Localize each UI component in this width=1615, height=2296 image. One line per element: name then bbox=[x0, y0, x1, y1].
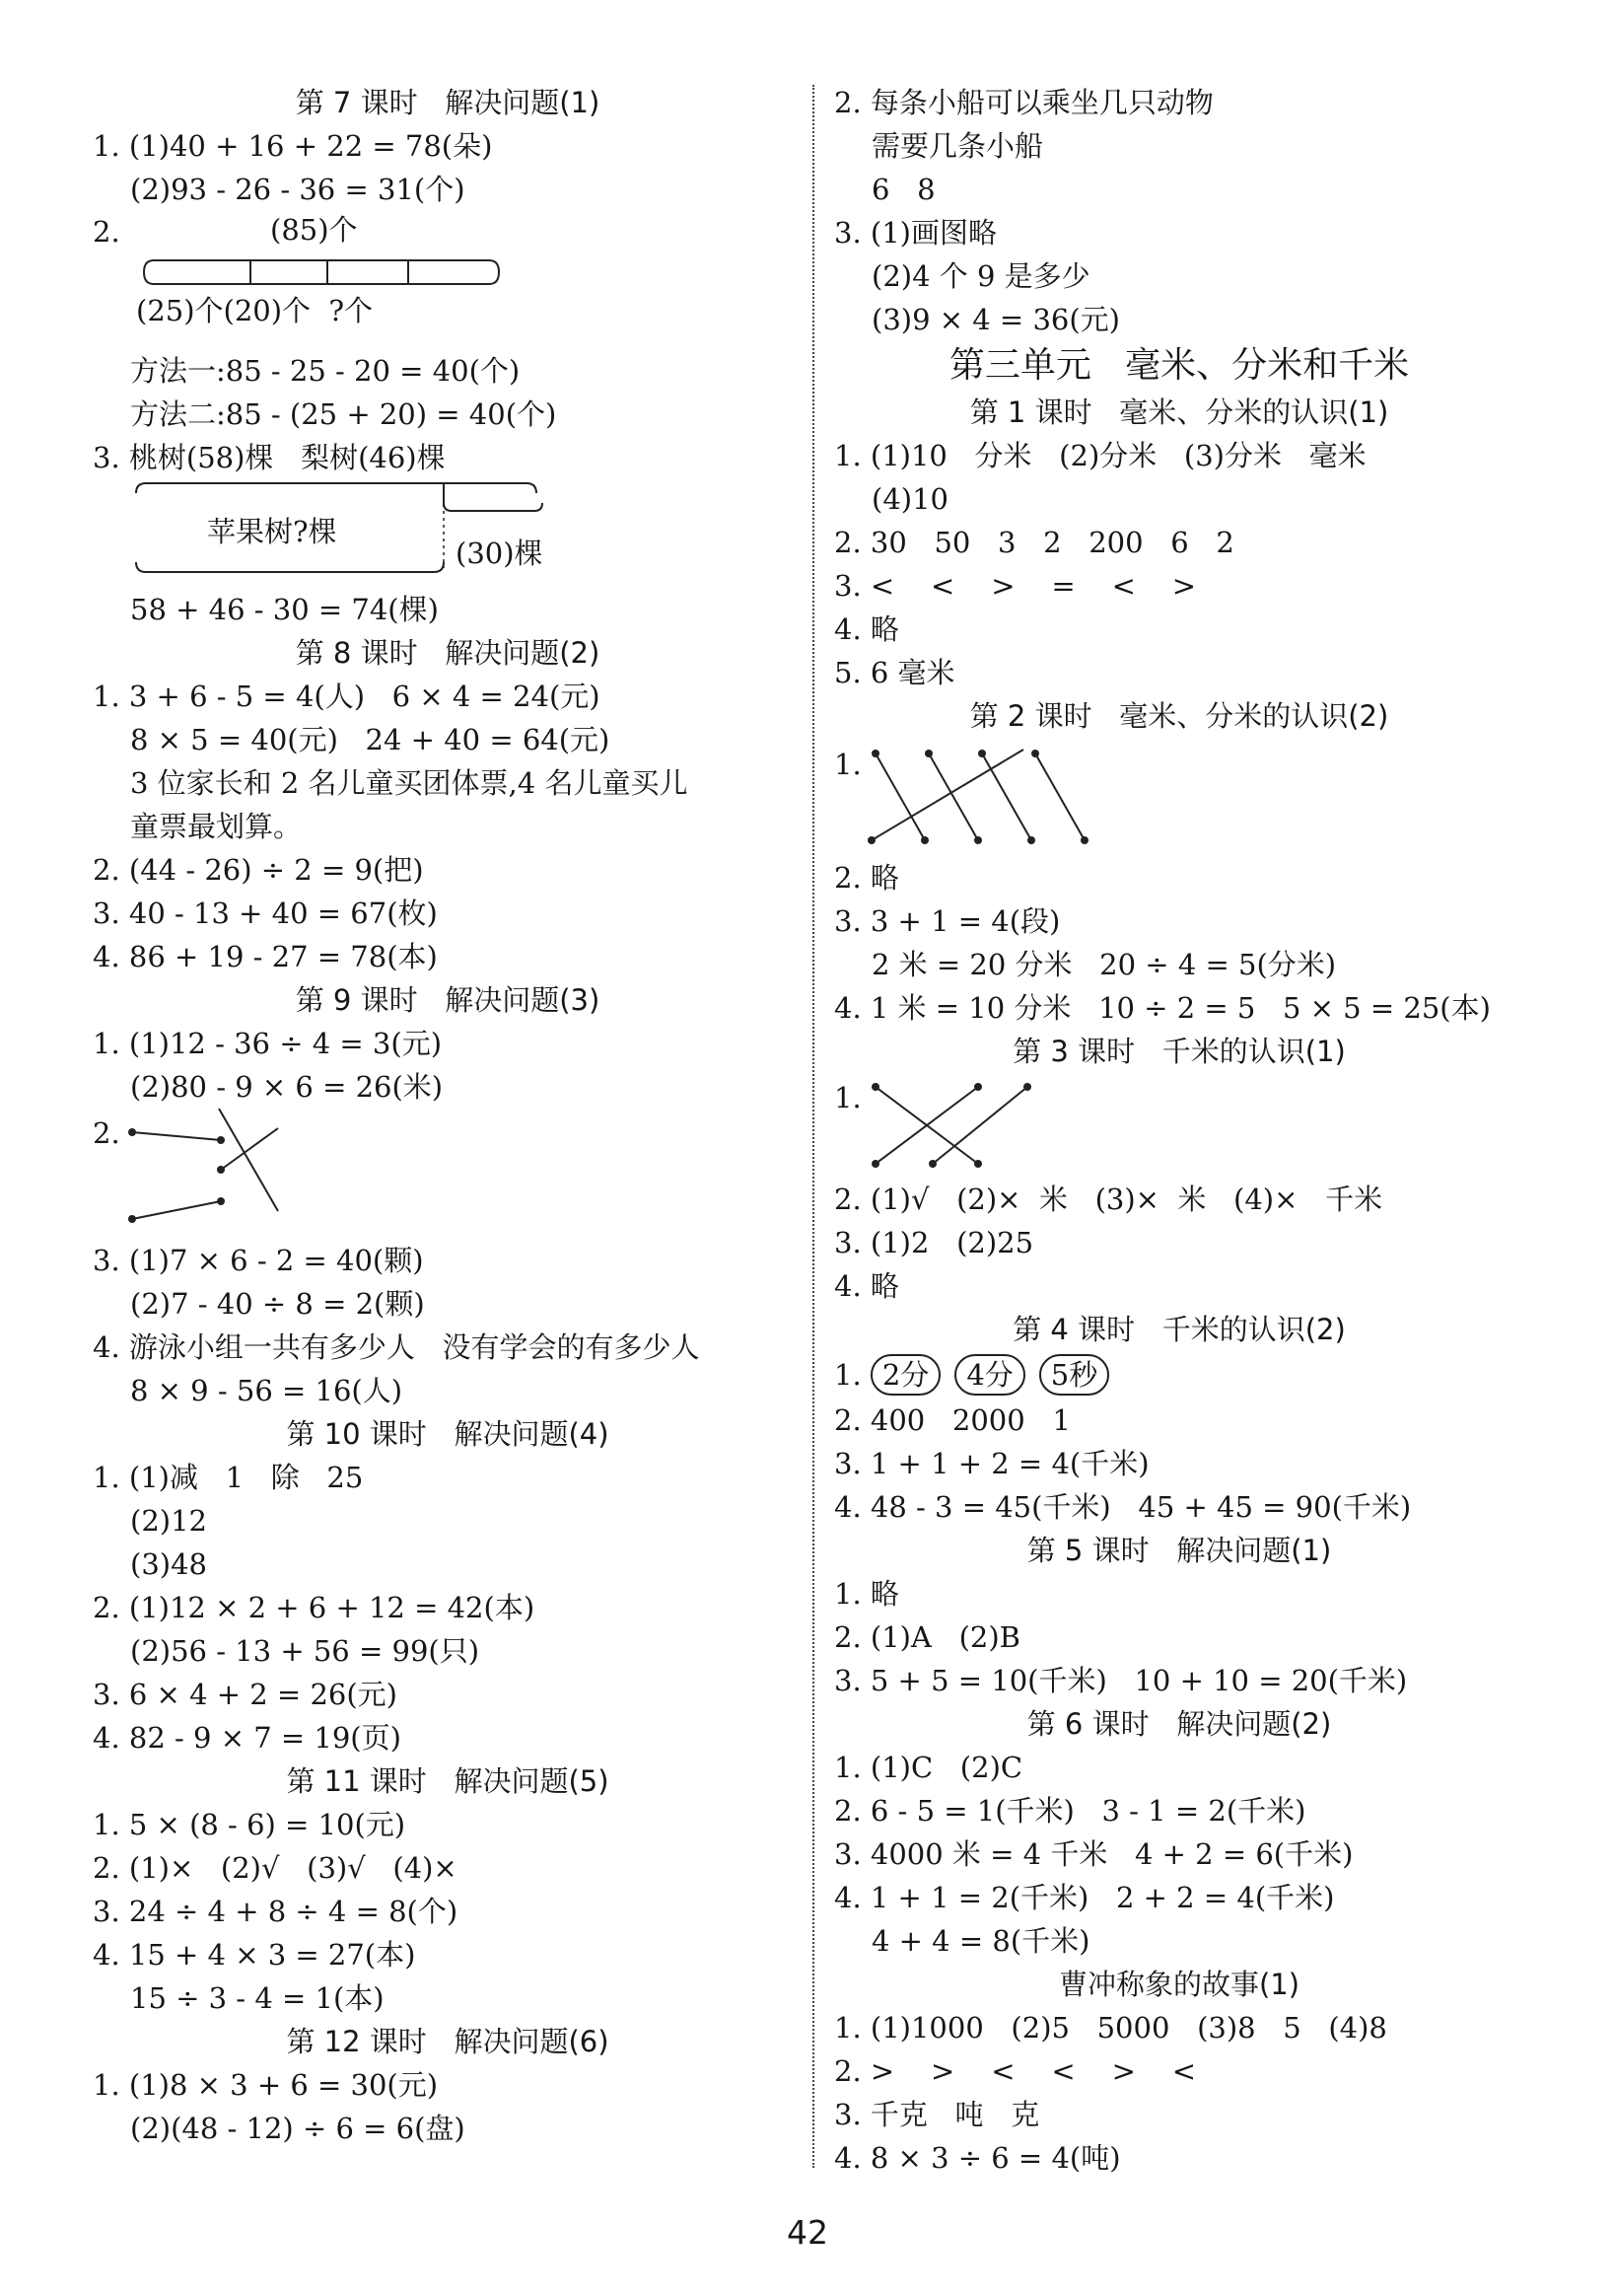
answer-line: 4. 8 × 3 ÷ 6 = 4(吨) bbox=[834, 2141, 1121, 2175]
answer-line: 4. 48 - 3 = 45(千米) 45 + 45 = 90(千米) bbox=[834, 1490, 1412, 1524]
answer-line: 2. > > < < > < bbox=[834, 2054, 1197, 2088]
brace-total-label: (85)个 bbox=[270, 213, 358, 247]
section-title: 第 5 课时 解决问题(1) bbox=[1026, 1534, 1332, 1567]
ruler-matching-diagram bbox=[834, 738, 1524, 856]
answer-line: 1. (1)C (2)C bbox=[834, 1751, 1023, 1784]
answer-line: (3)9 × 4 = 36(元) bbox=[872, 303, 1120, 336]
section-title: 曹冲称象的故事(1) bbox=[1058, 1968, 1300, 2001]
left-column bbox=[93, 81, 803, 2150]
answer-line: 4. 1 + 1 = 2(千米) 2 + 2 = 4(千米) bbox=[834, 1881, 1335, 1914]
answer-line: 3. < < > = < > bbox=[834, 569, 1197, 603]
answer-line: 4. 游泳小组一共有多少人 没有学会的有多少人 bbox=[93, 1330, 700, 1364]
answer-line: 2. (1)12 × 2 + 6 + 12 = 42(本) bbox=[93, 1591, 535, 1624]
answer-line: 1. (1)10 分米 (2)分米 (3)分米 毫米 bbox=[834, 439, 1367, 472]
section-title: 第 11 课时 解决问题(5) bbox=[286, 1764, 609, 1798]
question-number: 1. bbox=[834, 1081, 862, 1114]
question-number: 1. bbox=[834, 748, 862, 781]
answer-line: 3. 3 + 1 = 4(段) bbox=[834, 904, 1061, 938]
answer-line: (2)12 bbox=[130, 1504, 207, 1538]
tree-brace-lines bbox=[93, 479, 803, 588]
answer-line: 4. 15 + 4 × 3 = 27(本) bbox=[93, 1938, 416, 1972]
answer-line: 1. (1)1000 (2)5 5000 (3)8 5 (4)8 bbox=[834, 2011, 1387, 2045]
question-number: 1. bbox=[834, 1358, 862, 1392]
answer-line: 1. (1)40 + 16 + 22 = 78(朵) bbox=[93, 129, 493, 163]
apple-tree-label: 苹果树?棵 bbox=[207, 515, 337, 548]
answer-line: (2)7 - 40 ÷ 8 = 2(颗) bbox=[130, 1287, 425, 1321]
matching-lines bbox=[834, 738, 1524, 856]
section-title: 第 1 课时 毫米、分米的认识(1) bbox=[969, 395, 1389, 429]
section-title: 第 6 课时 解决问题(2) bbox=[1026, 1707, 1332, 1741]
brace-diagram-85 bbox=[93, 211, 803, 349]
question-number: 2. bbox=[93, 1116, 120, 1150]
answer-line: 方法二:85 - (25 + 20) = 40(个) bbox=[130, 397, 557, 431]
answer-line: 4 + 4 = 8(千米) bbox=[872, 1924, 1090, 1958]
answer-line: 1. 5 × (8 - 6) = 10(元) bbox=[93, 1808, 406, 1841]
tree-diagram bbox=[93, 479, 803, 588]
section-title: 第 12 课时 解决问题(6) bbox=[286, 2025, 609, 2058]
section-title: 第 2 课时 毫米、分米的认识(2) bbox=[969, 699, 1389, 733]
matching-lines bbox=[834, 1073, 1524, 1178]
circled-answer: 2分 bbox=[871, 1354, 941, 1396]
answer-line: 2. (44 - 26) ÷ 2 = 9(把) bbox=[93, 853, 424, 887]
answer-line: 3. 6 × 4 + 2 = 26(元) bbox=[93, 1678, 397, 1711]
answer-line: 4. 1 米 = 10 分米 10 ÷ 2 = 5 5 × 5 = 25(本) bbox=[834, 991, 1491, 1025]
answer-line: 1. (1)8 × 3 + 6 = 30(元) bbox=[93, 2068, 439, 2102]
answer-line: 3. 1 + 1 + 2 = 4(千米) bbox=[834, 1447, 1150, 1480]
answer-line: 1. 3 + 6 - 5 = 4(人) 6 × 4 = 24(元) bbox=[93, 680, 600, 713]
matching-lines-diagram bbox=[93, 1109, 803, 1239]
answer-line: 4. 82 - 9 × 7 = 19(页) bbox=[93, 1721, 401, 1755]
answer-line: (3)48 bbox=[130, 1547, 207, 1581]
answer-line: 2 米 = 20 分米 20 ÷ 4 = 5(分米) bbox=[872, 948, 1337, 981]
answer-line: 3. 24 ÷ 4 + 8 ÷ 4 = 8(个) bbox=[93, 1895, 458, 1928]
answer-line: 58 + 46 - 30 = 74(棵) bbox=[130, 593, 439, 626]
answer-line: 3. 桃树(58)棵 梨树(46)棵 bbox=[93, 441, 446, 474]
answer-line: 3. (1)7 × 6 - 2 = 40(颗) bbox=[93, 1244, 424, 1277]
answer-line: 2. 400 2000 1 bbox=[834, 1403, 1071, 1437]
answer-line: 8 × 5 = 40(元) 24 + 40 = 64(元) bbox=[130, 723, 610, 756]
answer-line: 5. 6 毫米 bbox=[834, 656, 955, 689]
answer-line: 2. 6 - 5 = 1(千米) 3 - 1 = 2(千米) bbox=[834, 1794, 1306, 1828]
section-title: 第 10 课时 解决问题(4) bbox=[286, 1417, 609, 1451]
circled-answer: 5秒 bbox=[1039, 1354, 1109, 1396]
answer-line: 2. (1)× (2)√ (3)√ (4)× bbox=[93, 1851, 457, 1885]
answer-line: (2)(48 - 12) ÷ 6 = 6(盘) bbox=[130, 2112, 465, 2145]
difference-label: (30)棵 bbox=[456, 537, 543, 570]
answer-line: 2. 略 bbox=[834, 861, 899, 895]
answer-line: 4. 86 + 19 - 27 = 78(本) bbox=[93, 940, 438, 973]
answer-line: 3. (1)画图略 bbox=[834, 216, 997, 250]
section-title: 第 3 课时 千米的认识(1) bbox=[1013, 1035, 1346, 1068]
answer-line: (2)4 个 9 是多少 bbox=[872, 259, 1090, 293]
circled-answers bbox=[834, 1351, 1524, 1399]
answer-line: (2)80 - 9 × 6 = 26(米) bbox=[130, 1070, 444, 1104]
question-number: 2. bbox=[93, 215, 120, 249]
answer-line: 3. 千克 吨 克 bbox=[834, 2098, 1040, 2131]
answer-line: 方法一:85 - 25 - 20 = 40(个) bbox=[130, 354, 521, 388]
answer-line: 需要几条小船 bbox=[872, 129, 1044, 163]
answer-line: 4. 略 bbox=[834, 612, 899, 646]
column-divider bbox=[812, 85, 814, 2168]
section-title: 第 4 课时 千米的认识(2) bbox=[1013, 1313, 1346, 1346]
answer-line: 1. 略 bbox=[834, 1577, 899, 1611]
right-column bbox=[834, 81, 1524, 2180]
answer-line: (2)93 - 26 - 36 = 31(个) bbox=[130, 173, 465, 206]
section-title: 第 8 课时 解决问题(2) bbox=[295, 636, 600, 670]
page-number: 42 bbox=[787, 2213, 828, 2252]
answer-line: 童票最划算。 bbox=[130, 810, 303, 843]
answer-line: 2. (1)A (2)B bbox=[834, 1620, 1020, 1654]
answer-line: 6 8 bbox=[872, 173, 936, 206]
answer-line: 2. 每条小船可以乘坐几只动物 bbox=[834, 86, 1214, 119]
circled-answer: 4分 bbox=[954, 1354, 1024, 1396]
answer-line: 3 位家长和 2 名儿童买团体票,4 名儿童买儿 bbox=[130, 766, 688, 800]
answer-line: 3. (1)2 (2)25 bbox=[834, 1226, 1034, 1259]
matching-lines bbox=[93, 1109, 803, 1239]
answer-line: 2. 30 50 3 2 200 6 2 bbox=[834, 526, 1234, 559]
km-matching-diagram bbox=[834, 1073, 1524, 1178]
answer-line: (2)56 - 13 + 56 = 99(只) bbox=[130, 1634, 480, 1668]
brace-lines bbox=[93, 211, 803, 349]
answer-line: 4. 略 bbox=[834, 1269, 899, 1303]
answer-line: 8 × 9 - 56 = 16(人) bbox=[130, 1374, 403, 1407]
answer-line: 2. (1)√ (2)× 米 (3)× 米 (4)× 千米 bbox=[834, 1183, 1383, 1216]
section-title: 第 9 课时 解决问题(3) bbox=[295, 983, 600, 1017]
answer-line: 15 ÷ 3 - 4 = 1(本) bbox=[130, 1981, 385, 2015]
answer-line: 3. 40 - 13 + 40 = 67(枚) bbox=[93, 897, 438, 930]
section-title: 第 7 课时 解决问题(1) bbox=[295, 86, 600, 119]
answer-line: 3. 4000 米 = 4 千米 4 + 2 = 6(千米) bbox=[834, 1837, 1354, 1871]
answer-line: 1. (1)12 - 36 ÷ 4 = 3(元) bbox=[93, 1027, 443, 1060]
answer-line: (4)10 bbox=[872, 482, 948, 516]
answer-line: 1. (1)减 1 除 25 bbox=[93, 1461, 364, 1494]
brace-part-labels: (25)个(20)个 ?个 bbox=[136, 294, 374, 327]
answer-line: 3. 5 + 5 = 10(千米) 10 + 10 = 20(千米) bbox=[834, 1664, 1408, 1697]
unit-title: 第三单元 毫米、分米和千米 bbox=[948, 345, 1410, 386]
